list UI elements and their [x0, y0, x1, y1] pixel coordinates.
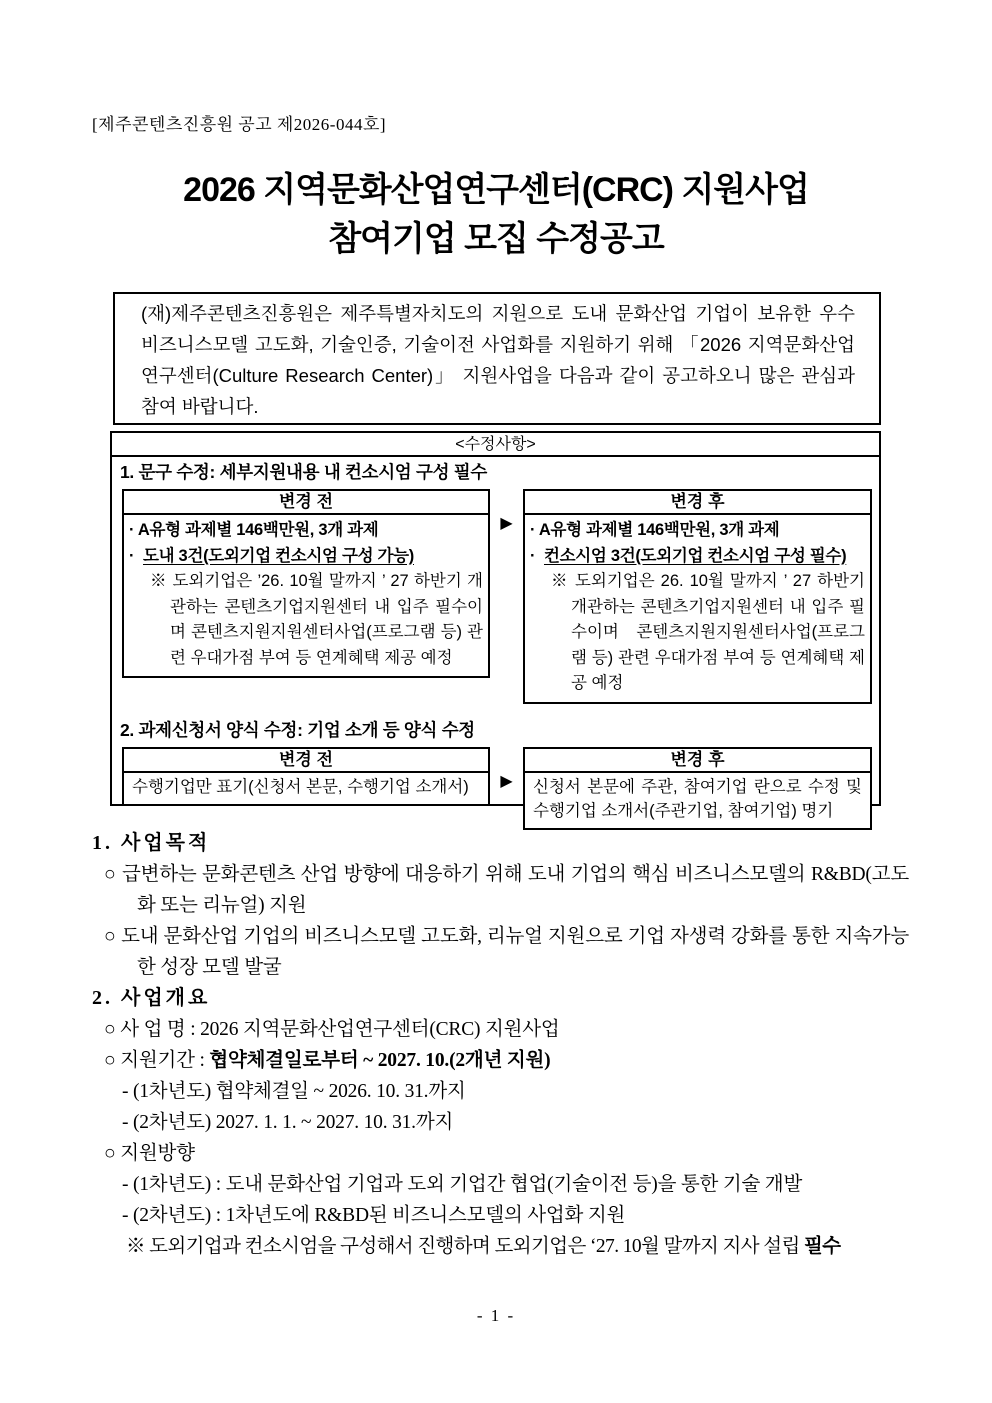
main-body — [92, 828, 909, 1262]
intro-box — [113, 292, 881, 425]
revision-item1-comparison — [122, 489, 879, 704]
bullet-dot: · — [129, 546, 135, 565]
after-note: ※ 도외기업은 26. 10월 말까지 ’ 27 하반기 개관하는 콘텐츠기업지원센터 내 입주 필수이며 콘텐츠지원지원센터사업(프로그램 등) 관련 우대가점 부여 등 연계혜택 제공 예정 — [551, 572, 865, 692]
after-line1: · A유형 과제별 146백만원, 3개 과제 — [530, 521, 780, 539]
revision-item1-title: 1. 문구 수정: 세부지원내용 내 컨소시엄 구성 필수 — [120, 462, 487, 482]
notice-number: [제주콘텐츠진흥원 공고 제2026-044호] — [92, 115, 387, 134]
support-period-line — [92, 1045, 909, 1076]
direction-sub1: - (1차년도) : 도내 문화산업 기업과 도외 기업간 협업(기술이전 등)을 통한 기술 개발 — [122, 1174, 803, 1195]
section1-heading: 1. 사업목적 — [92, 832, 211, 854]
bullet-dot: · — [530, 546, 536, 565]
before-box-2 — [122, 747, 490, 806]
body-note — [92, 1231, 909, 1262]
before-line2-underlined: 도내 3건(도외기업 컨소시엄 구성 가능) — [143, 546, 414, 565]
project-name-line: ○ 사 업 명 : 2026 지역문화산업연구센터(CRC) 지원사업 — [104, 1019, 560, 1040]
before-box-1 — [122, 489, 490, 678]
before-header-1: 변경 전 — [124, 491, 488, 515]
body-note-bold: 필수 — [804, 1236, 841, 1257]
after-header-1: 변경 후 — [525, 491, 870, 515]
body-note-text: ※ 도외기업과 컨소시엄을 구성해서 진행하며 도외기업은 ‘27. 10월 말까지 지사 설립 — [126, 1236, 805, 1257]
document-title-line2: 참여기업 모집 수정공고 — [328, 220, 664, 258]
section1-bullet1: ○ 급변하는 문화콘텐츠 산업 방향에 대응하기 위해 도내 기업의 핵심 비즈니스모델의 R&BD(고도화 또는 리뉴얼) 지원 — [104, 864, 909, 916]
before-body-1 — [124, 515, 488, 676]
before-body-2: 수행기업만 표기(신청서 본문, 수행기업 소개서) — [132, 777, 469, 796]
after-line2 — [530, 544, 865, 570]
direction-sub2: - (2차년도) : 1차년도에 R&BD된 비즈니스모델의 사업화 지원 — [122, 1205, 626, 1226]
before-header-2: 변경 전 — [124, 749, 488, 773]
before-line1: · A유형 과제별 146백만원, 3개 과제 — [129, 521, 379, 539]
section1-bullet2: ○ 도내 문화산업 기업의 비즈니스모델 고도화, 리뉴얼 지원으로 기업 자생력 강화를 통한 지속가능한 성장 모델 발굴 — [104, 926, 909, 978]
support-direction-line: ○ 지원방향 — [104, 1143, 195, 1164]
after-box-2 — [523, 747, 872, 830]
arrow-icon: ▶ — [500, 515, 513, 532]
after-body-2: 신청서 본문에 주관, 참여기업 란으로 수정 및 수행기업 소개서(주관기업, 참여기업) 명기 — [533, 777, 862, 820]
after-header-2: 변경 후 — [525, 749, 870, 773]
after-line2-underlined: 컨소시엄 3건(도외기업 컨소시엄 구성 필수) — [544, 546, 847, 565]
revision-box — [110, 431, 881, 820]
period-sub1: - (1차년도) 협약체결일 ~ 2026. 10. 31.까지 — [122, 1081, 466, 1102]
page-number: - 1 - — [476, 1306, 516, 1325]
revision-item2-title: 2. 과제신청서 양식 수정: 기업 소개 등 양식 수정 — [120, 719, 475, 740]
after-body-1 — [525, 515, 870, 702]
document-title — [0, 166, 992, 264]
document-title-line1: 2026 지역문화산업연구센터(CRC) 지원사업 — [183, 171, 809, 209]
period-sub2: - (2차년도) 2027. 1. 1. ~ 2027. 10. 31.까지 — [122, 1112, 454, 1133]
before-line2 — [129, 544, 483, 570]
intro-text: (재)제주콘텐츠진흥원은 제주특별자치도의 지원으로 도내 문화산업 기업이 보유한 우수 비즈니스모델 고도화, 기술인증, 기술이전 사업화를 지원하기 위해 「2026 지역문화산업 연구센터(Culture Research Center)」 지원사업을 다음과 같이 공고하오니 많은 관심과 참여 바랍니다. — [141, 303, 855, 417]
arrow-icon: ▶ — [500, 772, 513, 790]
support-period-label: ○ 지원기간 : — [104, 1050, 210, 1071]
section2-heading: 2. 사업개요 — [92, 987, 211, 1009]
revision-header: <수정사항> — [112, 433, 879, 457]
after-box-1 — [523, 489, 872, 704]
before-note: ※ 도외기업은 ’26. 10월 말까지 ’ 27 하반기 개관하는 콘텐츠기업지원센터 내 입주 필수이며 콘텐츠지원지원센터사업(프로그램 등) 관련 우대가점 부여 등 연계혜택 제공 예정 — [150, 572, 483, 667]
revision-item2-comparison — [122, 747, 879, 830]
support-period-value: 협약체결일로부터 ~ 2027. 10.(2개년 지원) — [209, 1050, 551, 1071]
